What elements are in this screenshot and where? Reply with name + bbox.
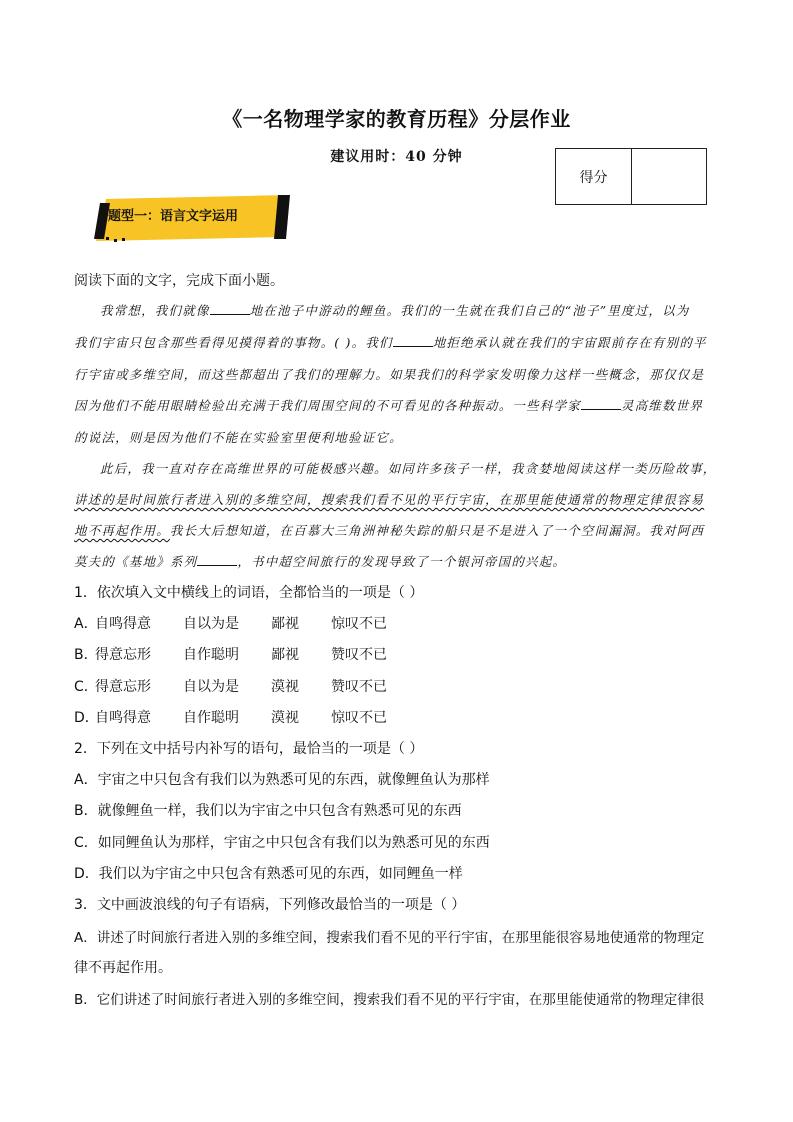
passage-line: 地不再起作用。我长大后想知道，在百慕大三角洲神秘失踪的船只是不是进入了一个空间漏洞。我对阿西 — [74, 523, 705, 538]
wavy-sentence: 讲述的是时间旅行者进入别的多维空间，搜索我们看不见的平行宇宙，在那里能使通常的物理定律很容易 — [74, 492, 705, 507]
score-table — [555, 148, 707, 205]
option-d[interactable]: D．我们以为宇宙之中只包含有熟悉可见的东西，如同鲤鱼一样 — [74, 866, 463, 882]
section-banner — [92, 193, 292, 243]
score-label: 得分 — [556, 149, 632, 204]
option-c[interactable]: C．如同鲤鱼认为那样，宇宙之中只包含有我们以为熟悉可见的东西 — [74, 835, 490, 851]
option-b[interactable]: B．就像鲤鱼一样，我们以为宇宙之中只包含有熟悉可见的东西 — [74, 803, 462, 819]
passage-line: 莫夫的《基地》系列 ，书中超空间旅行的发现导致了一个银河帝国的兴起。 — [74, 554, 567, 569]
passage-line: 我们宇宙只包含那些看得见摸得着的事物。( )。我们 地拒绝承认就在我们的宇宙跟前存在有别的平 — [74, 335, 707, 350]
option-a-continued: 律不再起作用。 — [74, 960, 172, 976]
question-stem: 1．依次填入文中横线上的词语，全都恰当的一项是（ ） — [74, 585, 424, 601]
blank-4[interactable] — [197, 554, 237, 566]
option-a[interactable]: A．讲述了时间旅行者进入别的多维空间，搜索我们看不见的平行宇宙，在那里能很容易地使通常的物理定 — [74, 930, 705, 946]
passage-line: 我常想，我们就像 地在池子中游动的鲤鱼。我们的一生就在我们自己的“池子”里度过，以为 — [100, 303, 690, 318]
blank-3[interactable] — [581, 398, 621, 410]
passage-line: 行宇宙或多维空间，而这些都超出了我们的理解力。如果我们的科学家发明像力这样一些概念，那仅仅是 — [74, 367, 705, 382]
passage-line: 因为他们不能用眼睛检验出充满于我们周围空间的不可看见的各种振动。一些科学家 灵高维数世界 — [74, 398, 704, 413]
question-stem: 3．文中画波浪线的句子有语病，下列修改最恰当的一项是（ ） — [74, 897, 466, 913]
blank-2[interactable] — [393, 335, 433, 347]
option-b[interactable]: B．它们讲述了时间旅行者进入别的多维空间，搜索我们看不见的平行宇宙，在那里能使通常的物理定律很 — [74, 992, 705, 1008]
section-banner-label: 题型一：语言文字运用 — [108, 209, 239, 224]
score-value-cell[interactable] — [632, 149, 706, 204]
blank-1[interactable] — [210, 303, 250, 315]
suggested-time: 建议用时：40 分钟 — [330, 149, 463, 165]
page-title: 《一名物理学家的教育历程》分层作业 — [222, 107, 571, 131]
wavy-sentence-end: 地不再起作用。 — [74, 523, 170, 538]
question-stem: 2．下列在文中括号内补写的语句，最恰当的一项是（ ） — [74, 741, 424, 757]
document-page: 《一名物理学家的教育历程》分层作业 建议用时：40 分钟 得分 题型一：语言文字运用 阅读下面的文字，完成下面小题。 我常想，我们就像 地在池子中游动的鲤鱼。我们的一生就在我们自己的“池子”里度过，以为 我们宇宙只包含那些看得见摸得着的事物。( )。我们 地拒绝承认就在我们的宇宙跟前存在有别的平 行宇宙或多维空间，而这些都超出了我们的理解力。如果我们的科学家发明像力这样一些概念，那仅仅是 因为他们不能用眼睛检验出充满于我们周围空间的不可看见的各种振动。一些科学家 灵高维数世界 的说法，则是因为他们不能在实验室里便利地验证它。 此后，我一直对存在高维世界的可能极感兴趣。如同许多孩子一样，我贪婪地阅读这样一类历险故事， 讲述的是时间旅行者进入别的多维空间，搜索我们看不见的平行宇宙，在那里能使通常的物理定律很容易 地不再起作用。我长大后想知道，在百慕大三角洲神秘失踪的船只是不是进入了一个空间漏洞。我对阿西 莫夫的《基地》系列 ，书中超空间旅行的发现导致了一个银河帝国的兴起。 1．依次填入文中横线上的词语，全都恰当的一项是（ ） A． 自鸣得意 自以为是 鄙视 惊叹不已 B． 得意忘形 自作聪明 鄙视 赞叹不已 C． 得意忘形 自以为是 漠视 赞叹不已 D． 自鸣得意 自作聪明 漠视 惊叹不已 2．下列在文中括号内补写的语句，最恰当的一项是（ ） A．宇宙之中只包含有我们以为熟悉可见的东西，就像鲤鱼认为那样 B．就像鲤鱼一样，我们以为宇宙之中只包含有熟悉可见的东西 C．如同鲤鱼认为那样，宇宙之中只包含有我们以为熟悉可见的东西 D．我们以为宇宙之中只包含有熟悉可见的东西，如同鲤鱼一样 3．文中画波浪线的句子有语病，下列修改最恰当的一项是（ ） A．讲述了时间旅行者进入别的多维空间，搜索我们看不见的平行宇宙，在那里能很容易地使通常的物理定 律不再起作用。 B．它们讲述了时间旅行者进入别的多维空间，搜索我们看不见的平行宇宙，在那里能使通常的物理定律很 — [0, 0, 793, 1122]
instruction: 阅读下面的文字，完成下面小题。 — [74, 273, 284, 289]
option-a[interactable]: A．宇宙之中只包含有我们以为熟悉可见的东西，就像鲤鱼认为那样 — [74, 772, 490, 788]
passage-line: 的说法，则是因为他们不能在实验室里便利地验证它。 — [74, 430, 403, 445]
passage-line: 此后，我一直对存在高维世界的可能极感兴趣。如同许多孩子一样，我贪婪地阅读这样一类历险故事， — [100, 461, 717, 476]
